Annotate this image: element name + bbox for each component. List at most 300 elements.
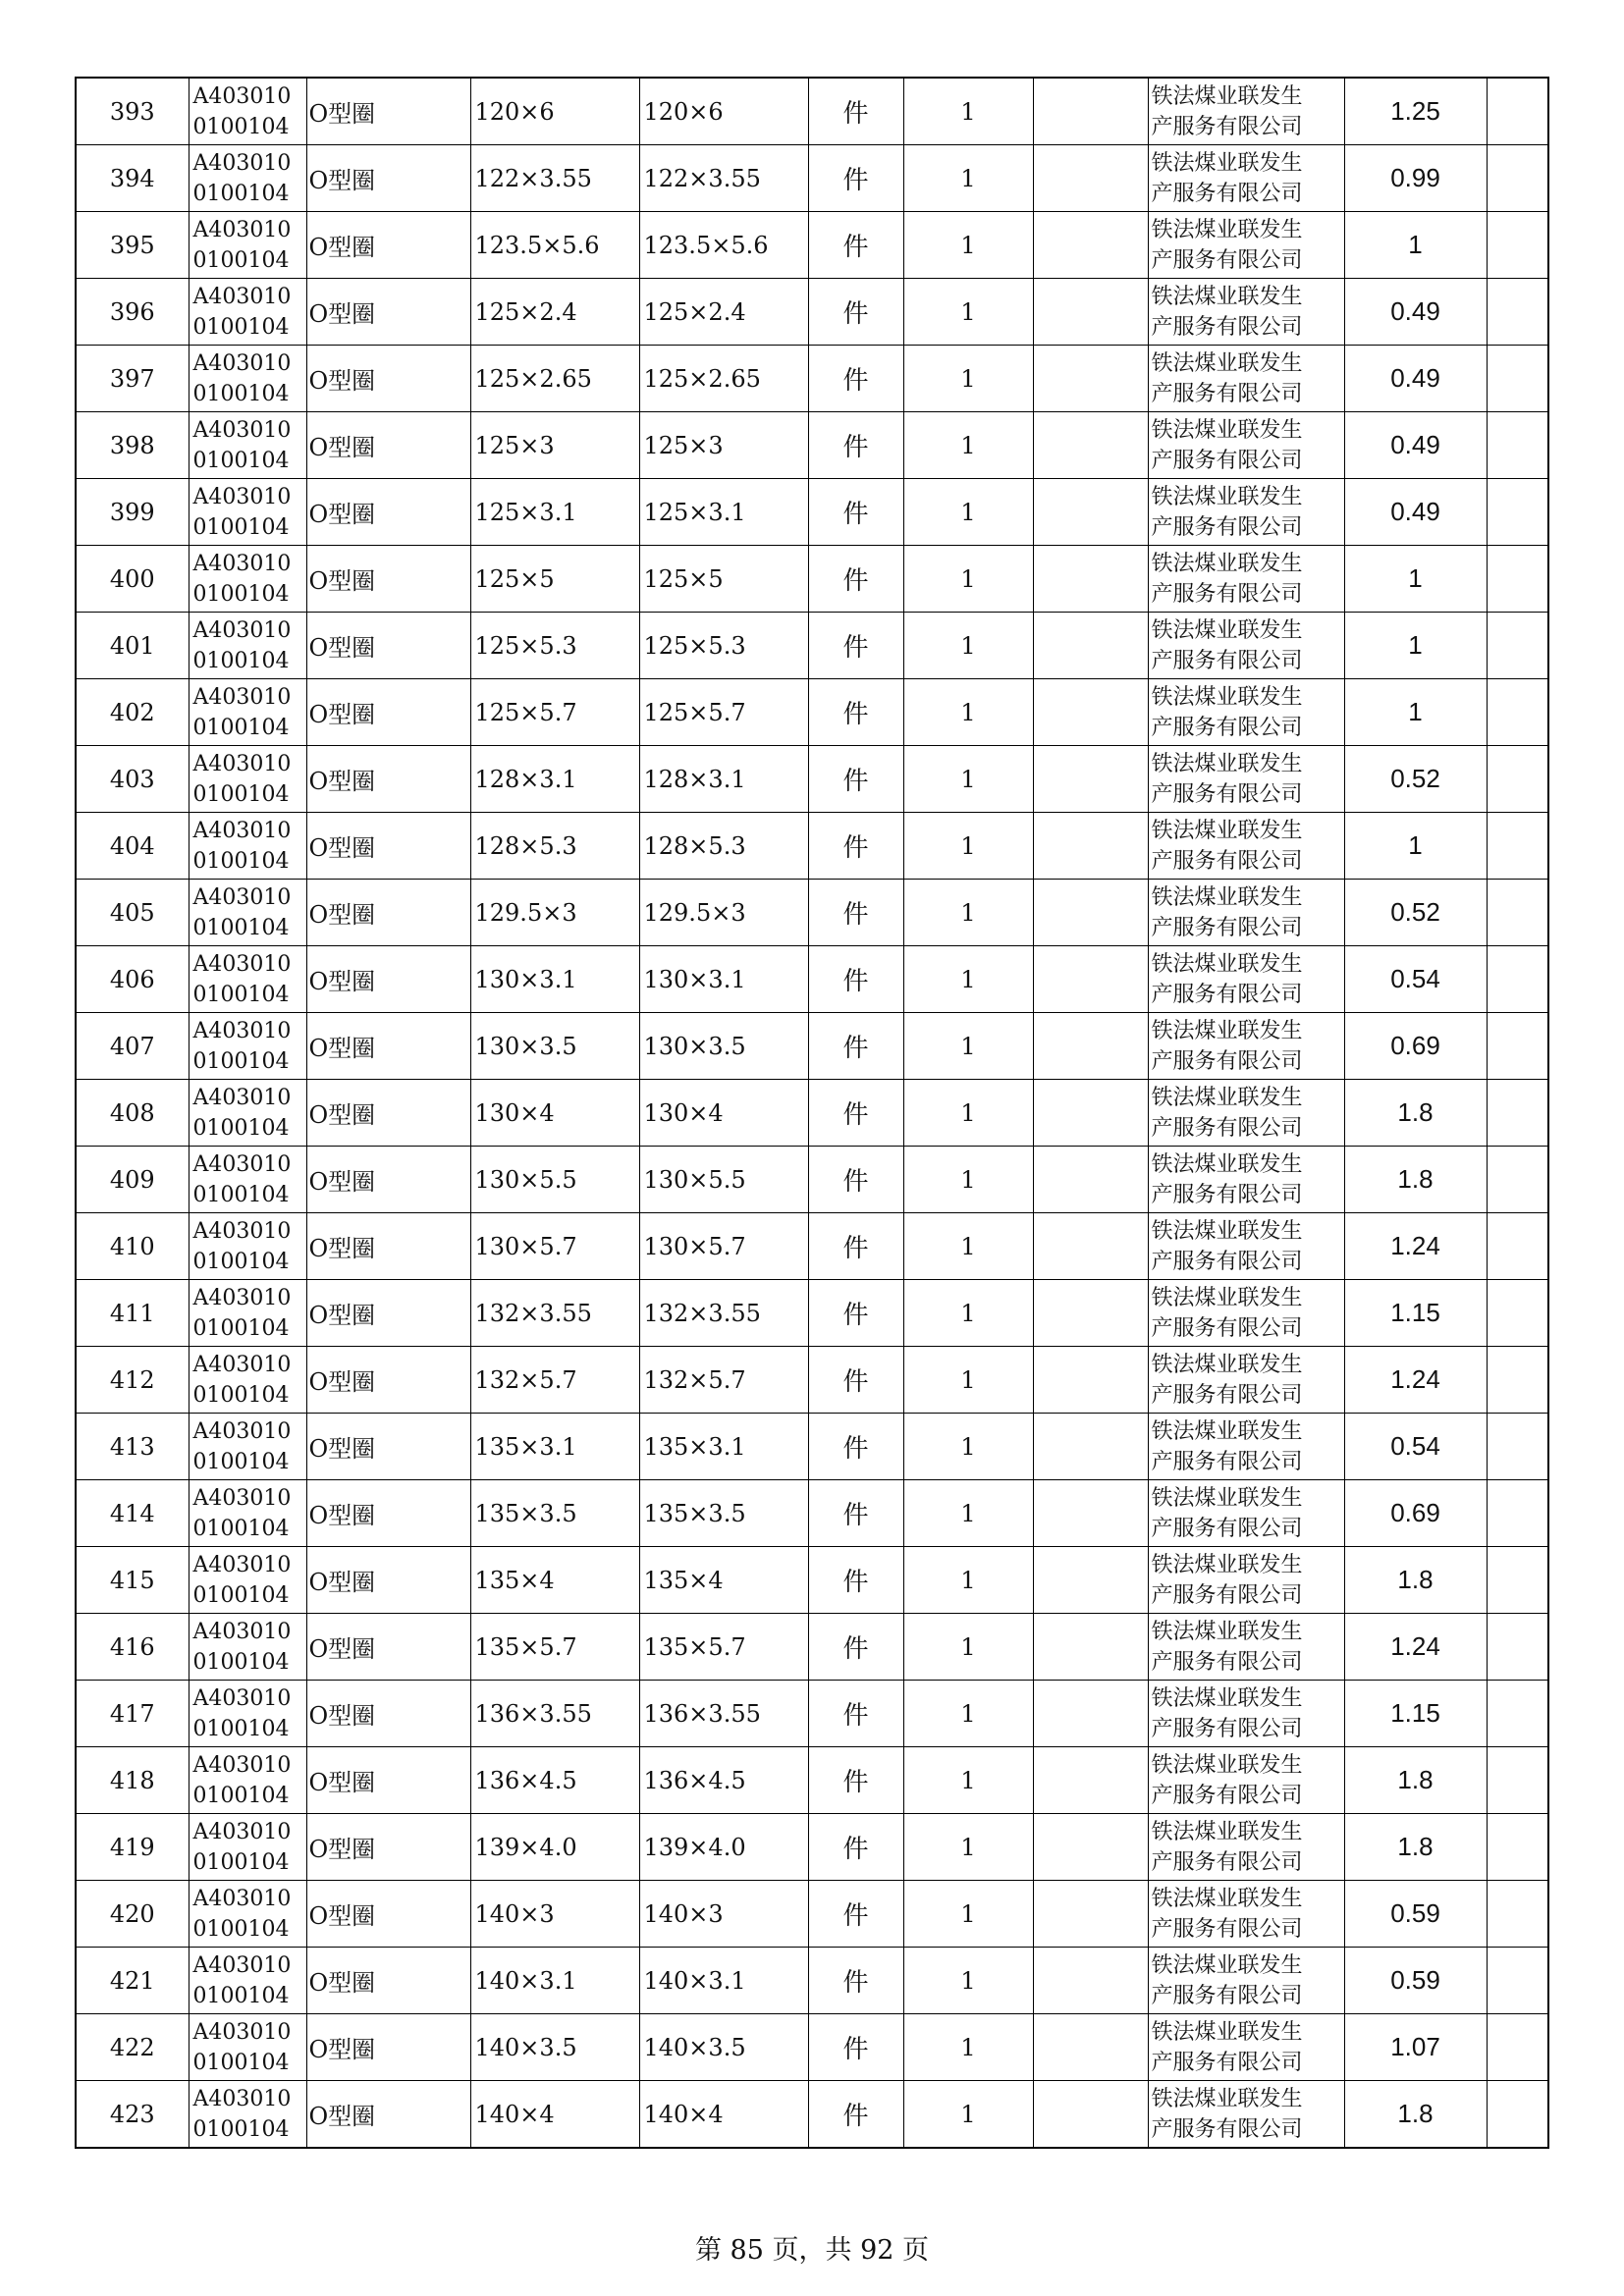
remark-cell: [1487, 679, 1548, 746]
material-code-cell-line: 0100104: [192, 1916, 290, 1942]
supplier-cell-line: 铁法煤业联发生: [1151, 1752, 1303, 1778]
blank-cell: [1033, 1280, 1148, 1347]
material-code-cell: [189, 1147, 306, 1213]
supplier-cell: [1148, 746, 1344, 813]
model-cell: 128×5.3: [639, 813, 808, 880]
model-cell: 130×3.1: [639, 946, 808, 1013]
material-code-cell-line: A403010: [192, 1752, 292, 1778]
table-body: [76, 78, 1548, 2148]
material-code-cell-line: 0100104: [192, 181, 290, 206]
price-cell: 1.24: [1344, 1213, 1487, 1280]
row-number-cell: 423: [76, 2081, 189, 2149]
item-name-cell: O型圈: [306, 1280, 470, 1347]
material-code-cell: [189, 78, 306, 145]
material-code-cell: [189, 479, 306, 546]
remark-cell: [1487, 746, 1548, 813]
material-code-cell: [189, 1414, 306, 1480]
quantity-cell: 1: [903, 479, 1033, 546]
material-code-cell-line: A403010: [192, 818, 292, 843]
table-row: [76, 546, 1548, 613]
blank-cell: [1033, 1080, 1148, 1147]
material-code-cell-line: 0100104: [192, 2050, 290, 2075]
quantity-cell: 1: [903, 1013, 1033, 1080]
price-cell: 1: [1344, 613, 1487, 679]
item-name-cell: O型圈: [306, 1414, 470, 1480]
supplier-cell: [1148, 1480, 1344, 1547]
remark-cell: [1487, 2081, 1548, 2149]
price-cell: 1.8: [1344, 1147, 1487, 1213]
model-cell: 140×3.5: [639, 2014, 808, 2081]
row-number-cell: 414: [76, 1480, 189, 1547]
quantity-cell: 1: [903, 145, 1033, 212]
spec-cell: 135×5.7: [470, 1614, 639, 1681]
model-cell: 140×3.1: [639, 1948, 808, 2014]
table-row: [76, 279, 1548, 346]
quantity-cell: 1: [903, 813, 1033, 880]
material-code-cell-line: 0100104: [192, 848, 290, 874]
item-name-cell: O型圈: [306, 880, 470, 946]
row-number-cell: 395: [76, 212, 189, 279]
material-code-cell: [189, 1814, 306, 1881]
unit-cell: 件: [808, 679, 903, 746]
remark-cell: [1487, 1547, 1548, 1614]
spec-cell: 135×3.1: [470, 1414, 639, 1480]
unit-cell: 件: [808, 1948, 903, 2014]
spec-cell: 128×5.3: [470, 813, 639, 880]
supplier-cell-line: 铁法煤业联发生: [1151, 551, 1303, 576]
blank-cell: [1033, 1881, 1148, 1948]
supplier-cell-line: 产服务有限公司: [1151, 1649, 1303, 1675]
supplier-cell-line: 铁法煤业联发生: [1151, 884, 1303, 910]
price-cell: 0.59: [1344, 1881, 1487, 1948]
supplier-cell: [1148, 1881, 1344, 1948]
spec-cell: 125×2.4: [470, 279, 639, 346]
item-name-cell: O型圈: [306, 412, 470, 479]
blank-cell: [1033, 279, 1148, 346]
model-cell: 125×5.3: [639, 613, 808, 679]
table-row: [76, 479, 1548, 546]
row-number-cell: 407: [76, 1013, 189, 1080]
quantity-cell: 1: [903, 1147, 1033, 1213]
remark-cell: [1487, 1414, 1548, 1480]
blank-cell: [1033, 946, 1148, 1013]
unit-cell: 件: [808, 78, 903, 145]
supplier-cell: [1148, 1547, 1344, 1614]
material-code-cell-line: A403010: [192, 1151, 292, 1177]
spec-cell: 120×6: [470, 78, 639, 145]
material-code-cell-line: A403010: [192, 1285, 292, 1310]
quantity-cell: 1: [903, 546, 1033, 613]
unit-cell: 件: [808, 1147, 903, 1213]
quantity-cell: 1: [903, 78, 1033, 145]
material-code-cell-line: A403010: [192, 2086, 292, 2111]
row-number-cell: 412: [76, 1347, 189, 1414]
quantity-cell: 1: [903, 1213, 1033, 1280]
supplier-cell-line: 铁法煤业联发生: [1151, 417, 1303, 443]
material-code-cell: [189, 880, 306, 946]
item-name-cell: O型圈: [306, 1614, 470, 1681]
table-row: [76, 346, 1548, 412]
model-cell: 135×3.5: [639, 1480, 808, 1547]
supplier-cell: [1148, 1013, 1344, 1080]
unit-cell: 件: [808, 746, 903, 813]
supplier-cell-line: 产服务有限公司: [1151, 1182, 1303, 1207]
price-cell: 0.52: [1344, 880, 1487, 946]
table-row: [76, 1814, 1548, 1881]
table-row: [76, 412, 1548, 479]
supplier-cell-line: 产服务有限公司: [1151, 1382, 1303, 1408]
material-code-cell-line: A403010: [192, 951, 292, 977]
spec-cell: 132×5.7: [470, 1347, 639, 1414]
spec-cell: 135×3.5: [470, 1480, 639, 1547]
row-number-cell: 398: [76, 412, 189, 479]
item-name-cell: O型圈: [306, 346, 470, 412]
material-code-cell-line: 0100104: [192, 2116, 290, 2142]
quantity-cell: 1: [903, 346, 1033, 412]
table-row: [76, 1547, 1548, 1614]
material-code-cell: [189, 412, 306, 479]
quantity-cell: 1: [903, 1280, 1033, 1347]
unit-cell: 件: [808, 2014, 903, 2081]
spec-cell: 132×3.55: [470, 1280, 639, 1347]
supplier-cell-line: 产服务有限公司: [1151, 982, 1303, 1007]
price-cell: 1.15: [1344, 1280, 1487, 1347]
blank-cell: [1033, 212, 1148, 279]
supplier-cell-line: 铁法煤业联发生: [1151, 1886, 1303, 1911]
blank-cell: [1033, 1414, 1148, 1480]
table-row: [76, 1147, 1548, 1213]
blank-cell: [1033, 546, 1148, 613]
supplier-cell-line: 产服务有限公司: [1151, 1716, 1303, 1741]
supplier-cell-line: 铁法煤业联发生: [1151, 2019, 1303, 2045]
material-code-cell-line: 0100104: [192, 247, 290, 273]
material-code-cell-line: 0100104: [192, 1582, 290, 1608]
supplier-cell: [1148, 679, 1344, 746]
spec-cell: 139×4.0: [470, 1814, 639, 1881]
material-code-cell-line: 0100104: [192, 1649, 290, 1675]
item-name-cell: O型圈: [306, 1948, 470, 2014]
material-code-cell: [189, 2081, 306, 2149]
supplier-cell: [1148, 546, 1344, 613]
remark-cell: [1487, 1614, 1548, 1681]
material-code-cell-line: A403010: [192, 1218, 292, 1244]
supplier-cell-line: 产服务有限公司: [1151, 1249, 1303, 1274]
supplier-cell-line: 铁法煤业联发生: [1151, 1151, 1303, 1177]
unit-cell: 件: [808, 346, 903, 412]
supplier-cell-line: 产服务有限公司: [1151, 781, 1303, 807]
supplier-cell-line: 产服务有限公司: [1151, 581, 1303, 607]
remark-cell: [1487, 346, 1548, 412]
model-cell: 136×3.55: [639, 1681, 808, 1747]
row-number-cell: 393: [76, 78, 189, 145]
supplier-cell: [1148, 613, 1344, 679]
quantity-cell: 1: [903, 279, 1033, 346]
material-code-cell-line: 0100104: [192, 114, 290, 139]
material-code-cell: [189, 279, 306, 346]
spec-cell: 125×5.7: [470, 679, 639, 746]
material-code-cell-line: A403010: [192, 150, 292, 176]
supplier-cell: [1148, 1213, 1344, 1280]
material-code-cell-line: A403010: [192, 617, 292, 643]
spec-cell: 135×4: [470, 1547, 639, 1614]
table-row: [76, 946, 1548, 1013]
supplier-cell-line: 铁法煤业联发生: [1151, 284, 1303, 309]
table-row: [76, 1948, 1548, 2014]
unit-cell: 件: [808, 2081, 903, 2149]
item-name-cell: O型圈: [306, 946, 470, 1013]
material-code-cell: [189, 1347, 306, 1414]
table-row: [76, 145, 1548, 212]
remark-cell: [1487, 212, 1548, 279]
table-row: [76, 679, 1548, 746]
quantity-cell: 1: [903, 613, 1033, 679]
table-row: [76, 813, 1548, 880]
row-number-cell: 419: [76, 1814, 189, 1881]
supplier-cell: [1148, 1681, 1344, 1747]
supplier-cell-line: 产服务有限公司: [1151, 2116, 1303, 2142]
unit-cell: 件: [808, 1614, 903, 1681]
price-cell: 0.49: [1344, 346, 1487, 412]
table-row: [76, 1681, 1548, 1747]
supplier-cell-line: 铁法煤业联发生: [1151, 1952, 1303, 1978]
item-name-cell: O型圈: [306, 813, 470, 880]
material-code-cell-line: 0100104: [192, 314, 290, 340]
unit-cell: 件: [808, 279, 903, 346]
supplier-cell: [1148, 145, 1344, 212]
remark-cell: [1487, 479, 1548, 546]
spec-cell: 122×3.55: [470, 145, 639, 212]
material-code-cell-line: 0100104: [192, 648, 290, 673]
unit-cell: 件: [808, 1347, 903, 1414]
model-cell: 125×5.7: [639, 679, 808, 746]
table-row: [76, 212, 1548, 279]
row-number-cell: 405: [76, 880, 189, 946]
supplier-cell-line: 铁法煤业联发生: [1151, 1285, 1303, 1310]
material-code-cell-line: A403010: [192, 1085, 292, 1110]
model-cell: 122×3.55: [639, 145, 808, 212]
remark-cell: [1487, 412, 1548, 479]
blank-cell: [1033, 813, 1148, 880]
model-cell: 125×2.65: [639, 346, 808, 412]
model-cell: 129.5×3: [639, 880, 808, 946]
supplier-cell-line: 铁法煤业联发生: [1151, 217, 1303, 242]
spec-cell: 140×4: [470, 2081, 639, 2149]
supplier-cell-line: 产服务有限公司: [1151, 1582, 1303, 1608]
supplier-cell-line: 铁法煤业联发生: [1151, 1418, 1303, 1444]
table-row: [76, 1614, 1548, 1681]
remark-cell: [1487, 145, 1548, 212]
row-number-cell: 394: [76, 145, 189, 212]
unit-cell: 件: [808, 1013, 903, 1080]
material-code-cell-line: A403010: [192, 684, 292, 710]
blank-cell: [1033, 679, 1148, 746]
price-cell: 1.8: [1344, 2081, 1487, 2149]
blank-cell: [1033, 1147, 1148, 1213]
table-row: [76, 1280, 1548, 1347]
row-number-cell: 401: [76, 613, 189, 679]
price-cell: 0.49: [1344, 479, 1487, 546]
supplier-cell-line: 产服务有限公司: [1151, 715, 1303, 740]
supplier-cell-line: 产服务有限公司: [1151, 247, 1303, 273]
supplier-cell-line: 产服务有限公司: [1151, 1849, 1303, 1875]
item-name-cell: O型圈: [306, 546, 470, 613]
item-name-cell: O型圈: [306, 279, 470, 346]
material-code-cell-line: A403010: [192, 1418, 292, 1444]
model-cell: 130×5.5: [639, 1147, 808, 1213]
supplier-cell: [1148, 212, 1344, 279]
material-code-cell: [189, 2014, 306, 2081]
model-cell: 125×5: [639, 546, 808, 613]
supplier-cell-line: 铁法煤业联发生: [1151, 1552, 1303, 1577]
page-number-footer: 第 85 页，共 92 页: [694, 2235, 930, 2266]
row-number-cell: 396: [76, 279, 189, 346]
supplier-cell: [1148, 2014, 1344, 2081]
remark-cell: [1487, 946, 1548, 1013]
material-code-cell: [189, 1747, 306, 1814]
items-table: [75, 77, 1549, 2149]
model-cell: 132×5.7: [639, 1347, 808, 1414]
spec-cell: 136×3.55: [470, 1681, 639, 1747]
quantity-cell: 1: [903, 1747, 1033, 1814]
material-code-cell-line: A403010: [192, 751, 292, 776]
row-number-cell: 404: [76, 813, 189, 880]
unit-cell: 件: [808, 479, 903, 546]
quantity-cell: 1: [903, 1414, 1033, 1480]
supplier-cell-line: 铁法煤业联发生: [1151, 350, 1303, 376]
material-code-cell-line: 0100104: [192, 581, 290, 607]
quantity-cell: 1: [903, 746, 1033, 813]
quantity-cell: 1: [903, 1614, 1033, 1681]
item-name-cell: O型圈: [306, 613, 470, 679]
supplier-cell-line: 铁法煤业联发生: [1151, 1685, 1303, 1711]
supplier-cell-line: 产服务有限公司: [1151, 114, 1303, 139]
material-code-cell: [189, 546, 306, 613]
supplier-cell-line: 产服务有限公司: [1151, 1983, 1303, 2008]
spec-cell: 130×3.1: [470, 946, 639, 1013]
price-cell: 0.49: [1344, 412, 1487, 479]
material-code-cell-line: 0100104: [192, 1315, 290, 1341]
spec-cell: 140×3: [470, 1881, 639, 1948]
row-number-cell: 399: [76, 479, 189, 546]
row-number-cell: 420: [76, 1881, 189, 1948]
remark-cell: [1487, 1013, 1548, 1080]
blank-cell: [1033, 1213, 1148, 1280]
supplier-cell-line: 产服务有限公司: [1151, 648, 1303, 673]
supplier-cell: [1148, 78, 1344, 145]
model-cell: 139×4.0: [639, 1814, 808, 1881]
blank-cell: [1033, 1347, 1148, 1414]
remark-cell: [1487, 1814, 1548, 1881]
supplier-cell-line: 铁法煤业联发生: [1151, 818, 1303, 843]
row-number-cell: 400: [76, 546, 189, 613]
row-number-cell: 408: [76, 1080, 189, 1147]
quantity-cell: 1: [903, 1814, 1033, 1881]
table-row: [76, 880, 1548, 946]
row-number-cell: 418: [76, 1747, 189, 1814]
unit-cell: 件: [808, 1681, 903, 1747]
supplier-cell-line: 铁法煤业联发生: [1151, 751, 1303, 776]
model-cell: 132×3.55: [639, 1280, 808, 1347]
item-name-cell: O型圈: [306, 746, 470, 813]
blank-cell: [1033, 880, 1148, 946]
material-code-cell-line: A403010: [192, 1018, 292, 1043]
supplier-cell: [1148, 1414, 1344, 1480]
model-cell: 135×3.1: [639, 1414, 808, 1480]
quantity-cell: 1: [903, 1347, 1033, 1414]
unit-cell: 件: [808, 813, 903, 880]
item-name-cell: O型圈: [306, 212, 470, 279]
item-name-cell: O型圈: [306, 1213, 470, 1280]
blank-cell: [1033, 1948, 1148, 2014]
remark-cell: [1487, 1347, 1548, 1414]
supplier-cell-line: 铁法煤业联发生: [1151, 83, 1303, 109]
price-cell: 1: [1344, 679, 1487, 746]
supplier-cell-line: 产服务有限公司: [1151, 1315, 1303, 1341]
supplier-cell: [1148, 946, 1344, 1013]
remark-cell: [1487, 1080, 1548, 1147]
model-cell: 125×2.4: [639, 279, 808, 346]
material-code-cell-line: A403010: [192, 551, 292, 576]
supplier-cell: [1148, 1948, 1344, 2014]
unit-cell: 件: [808, 946, 903, 1013]
material-code-cell: [189, 1480, 306, 1547]
spec-cell: 125×5.3: [470, 613, 639, 679]
supplier-cell: [1148, 479, 1344, 546]
supplier-cell-line: 铁法煤业联发生: [1151, 1085, 1303, 1110]
unit-cell: 件: [808, 145, 903, 212]
remark-cell: [1487, 880, 1548, 946]
material-code-cell-line: 0100104: [192, 1516, 290, 1541]
quantity-cell: 1: [903, 880, 1033, 946]
remark-cell: [1487, 78, 1548, 145]
item-name-cell: O型圈: [306, 1747, 470, 1814]
blank-cell: [1033, 1747, 1148, 1814]
model-cell: 123.5×5.6: [639, 212, 808, 279]
material-code-cell-line: A403010: [192, 484, 292, 509]
supplier-cell-line: 产服务有限公司: [1151, 848, 1303, 874]
price-cell: 0.54: [1344, 1414, 1487, 1480]
row-number-cell: 402: [76, 679, 189, 746]
row-number-cell: 413: [76, 1414, 189, 1480]
price-cell: 1.8: [1344, 1547, 1487, 1614]
table-row: [76, 2014, 1548, 2081]
material-code-cell-line: 0100104: [192, 1115, 290, 1141]
supplier-cell-line: 铁法煤业联发生: [1151, 150, 1303, 176]
material-code-cell: [189, 1280, 306, 1347]
supplier-cell-line: 铁法煤业联发生: [1151, 484, 1303, 509]
quantity-cell: 1: [903, 1480, 1033, 1547]
supplier-cell-line: 产服务有限公司: [1151, 915, 1303, 940]
material-code-cell-line: A403010: [192, 884, 292, 910]
unit-cell: 件: [808, 1480, 903, 1547]
material-code-cell-line: 0100104: [192, 1783, 290, 1808]
price-cell: 1: [1344, 546, 1487, 613]
remark-cell: [1487, 813, 1548, 880]
material-code-cell-line: A403010: [192, 417, 292, 443]
quantity-cell: 1: [903, 946, 1033, 1013]
quantity-cell: 1: [903, 412, 1033, 479]
remark-cell: [1487, 279, 1548, 346]
blank-cell: [1033, 1480, 1148, 1547]
spec-cell: 130×5.7: [470, 1213, 639, 1280]
price-cell: 1: [1344, 212, 1487, 279]
model-cell: 128×3.1: [639, 746, 808, 813]
table-row: [76, 2081, 1548, 2149]
material-code-cell-line: 0100104: [192, 1716, 290, 1741]
remark-cell: [1487, 1948, 1548, 2014]
supplier-cell: [1148, 1080, 1344, 1147]
item-name-cell: O型圈: [306, 1013, 470, 1080]
